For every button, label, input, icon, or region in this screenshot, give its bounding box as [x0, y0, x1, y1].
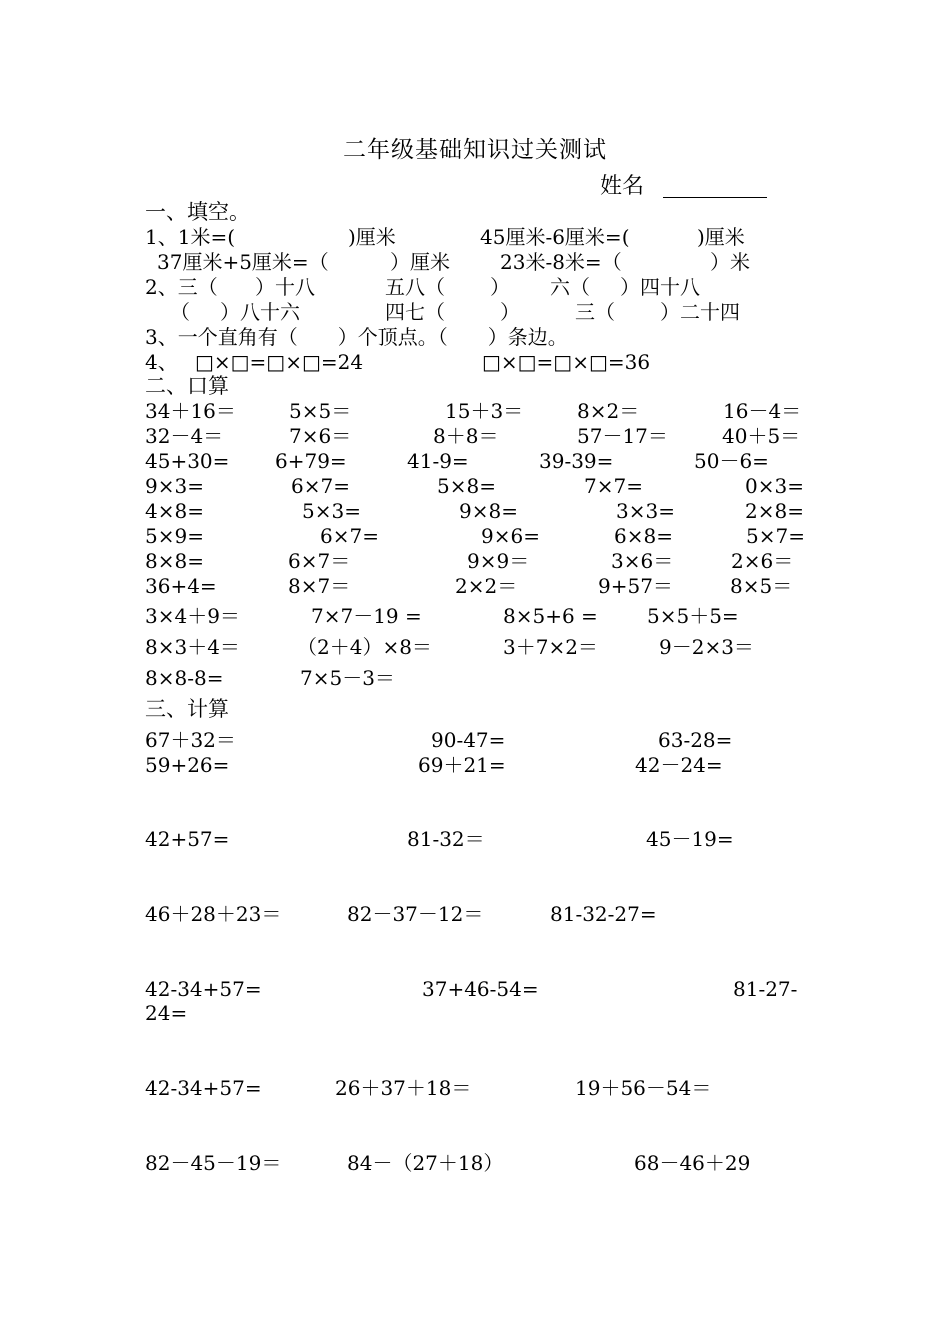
- problem: 9－2×3＝: [659, 635, 754, 659]
- oral-row: [145, 573, 815, 599]
- oral-row: [145, 548, 815, 574]
- fill-text: )厘米: [697, 225, 745, 249]
- section2-heading-text: 二、口算: [145, 374, 229, 398]
- fill-text: 45厘米-6厘米=(: [480, 225, 630, 249]
- fill-q4: [145, 349, 815, 375]
- problem: 8×7＝: [288, 574, 351, 598]
- problem: （2＋4）×8＝: [297, 635, 432, 659]
- problem: 3×3=: [616, 499, 675, 523]
- problem: 59+26=: [145, 753, 230, 777]
- problem: 63-28=: [658, 728, 733, 752]
- problem: 68－46＋29: [634, 1151, 751, 1175]
- problem: 84－（27＋18）: [347, 1151, 504, 1175]
- fill-text: □×□=□×□=24: [195, 350, 364, 374]
- problem: 42+57=: [145, 827, 230, 851]
- problem: 3×6＝: [611, 549, 674, 573]
- problem: 7×5－3＝: [300, 666, 395, 690]
- problem: 7×6＝: [289, 424, 352, 448]
- problem: 8＋8＝: [433, 424, 499, 448]
- fill-text: ）: [500, 300, 520, 324]
- fill-text: 五八（: [385, 275, 445, 299]
- calc-row: [145, 1075, 815, 1101]
- calc-row: [145, 1000, 815, 1026]
- fill-text: ）厘米: [390, 250, 450, 274]
- problem: 5×5＋5=: [647, 604, 739, 628]
- fill-text: ）四十八: [620, 275, 700, 299]
- problem: 67＋32＝: [145, 728, 236, 752]
- fill-text: 4、: [145, 350, 178, 374]
- problem: 37+46-54=: [422, 977, 539, 1001]
- problem: 5×8=: [437, 474, 496, 498]
- problem: 81-32-27=: [550, 902, 657, 926]
- problem: 2×6＝: [731, 549, 794, 573]
- calc-row: [145, 752, 815, 778]
- name-label: 姓名: [600, 174, 645, 199]
- section3-heading: [145, 696, 815, 722]
- problem: 40＋5＝: [722, 424, 801, 448]
- fill-text: □×□=□×□=36: [482, 350, 651, 374]
- problem: 46＋28＋23＝: [145, 902, 282, 926]
- problem: 82－37－12＝: [347, 902, 484, 926]
- problem: 6×7=: [320, 524, 379, 548]
- calc-row: [145, 826, 815, 852]
- fill-text: 六（: [550, 275, 590, 299]
- problem: 81-27-: [733, 977, 798, 1001]
- problem: 9×8=: [459, 499, 518, 523]
- problem: 15＋3＝: [445, 399, 524, 423]
- problem: 5×3=: [302, 499, 361, 523]
- problem: 6×8=: [614, 524, 673, 548]
- problem: 90-47=: [431, 728, 506, 752]
- problem: 41-9=: [407, 449, 469, 473]
- problem: 5×7=: [746, 524, 805, 548]
- problem: 6×7=: [291, 474, 350, 498]
- problem: 6+79=: [275, 449, 347, 473]
- problem: 34＋16＝: [145, 399, 236, 423]
- section2-heading: [145, 373, 815, 399]
- problem: 0×3=: [745, 474, 804, 498]
- problem: 4×8=: [145, 499, 204, 523]
- oral-row: [145, 498, 815, 524]
- problem: 42-34+57=: [145, 977, 262, 1001]
- section1-heading: [145, 199, 815, 225]
- fill-text: 23米-8米=（: [500, 250, 622, 274]
- fill-text: ）八十六: [220, 300, 300, 324]
- oral-row: [145, 448, 815, 474]
- problem: 3＋7×2＝: [503, 635, 598, 659]
- problem: 57－17＝: [577, 424, 668, 448]
- calc-row: [145, 976, 815, 1002]
- worksheet-title: 二年级基础知识过关测试: [343, 137, 607, 163]
- problem: 2×8=: [745, 499, 804, 523]
- fill-text: 1、1米=(: [145, 225, 236, 249]
- problem: 42-34+57=: [145, 1076, 262, 1100]
- name-blank-line: [663, 197, 767, 198]
- problem: 8×5+6 =: [503, 604, 598, 628]
- mixed-row: [145, 603, 815, 629]
- fill-q2b: [145, 299, 815, 325]
- fill-text: ）米: [710, 250, 750, 274]
- problem: 9+57＝: [598, 574, 673, 598]
- fill-text: 2、三（: [145, 275, 218, 299]
- fill-q1b: [145, 249, 815, 275]
- fill-text: ）二十四: [660, 300, 740, 324]
- oral-row: [145, 473, 815, 499]
- problem: 9×6=: [481, 524, 540, 548]
- oral-row: [145, 423, 815, 449]
- problem: 8×2＝: [577, 399, 640, 423]
- problem: 5×5＝: [289, 399, 352, 423]
- fill-text: 37厘米+5厘米=（: [157, 250, 329, 274]
- mixed-row: [145, 634, 815, 660]
- oral-row: [145, 398, 815, 424]
- problem: 8×5＝: [730, 574, 793, 598]
- problem: 8×8=: [145, 549, 204, 573]
- problem: 7×7=: [584, 474, 643, 498]
- problem: 8×3＋4＝: [145, 635, 240, 659]
- problem: 5×9=: [145, 524, 204, 548]
- fill-text: ）十八: [255, 275, 315, 299]
- problem: 39-39=: [539, 449, 614, 473]
- problem: 9×3=: [145, 474, 204, 498]
- fill-text: 3、一个直角有（ ）个顶点。（ ）条边。: [145, 325, 568, 349]
- section3-heading-text: 三、计算: [145, 697, 229, 721]
- problem: 69＋21=: [418, 753, 506, 777]
- fill-text: )厘米: [348, 225, 396, 249]
- problem: 50－6=: [694, 449, 769, 473]
- problem: 45－19=: [646, 827, 734, 851]
- problem: 36+4=: [145, 574, 217, 598]
- problem: 24=: [145, 1001, 188, 1025]
- problem: 42－24=: [635, 753, 723, 777]
- problem: 19＋56－54＝: [575, 1076, 712, 1100]
- problem: 6×7＝: [288, 549, 351, 573]
- fill-text: （: [170, 300, 190, 324]
- problem: 7×7－19 =: [311, 604, 422, 628]
- fill-text: 三（: [575, 300, 615, 324]
- problem: 32－4＝: [145, 424, 224, 448]
- problem: 26＋37＋18＝: [335, 1076, 472, 1100]
- problem: 81-32＝: [407, 827, 485, 851]
- problem: 9×9＝: [467, 549, 530, 573]
- mixed-row: [145, 665, 815, 691]
- fill-q1: [145, 224, 815, 250]
- problem: 82－45－19＝: [145, 1151, 282, 1175]
- calc-row: [145, 727, 815, 753]
- problem: 3×4＋9＝: [145, 604, 240, 628]
- fill-q2: [145, 274, 815, 300]
- calc-row: [145, 1150, 815, 1176]
- section1-heading-text: 一、填空。: [145, 200, 250, 224]
- calc-row: [145, 901, 815, 927]
- problem: 16－4＝: [723, 399, 802, 423]
- fill-q3: [145, 324, 815, 350]
- fill-text: ）: [490, 275, 510, 299]
- oral-row: [145, 523, 815, 549]
- fill-text: 四七（: [385, 300, 445, 324]
- problem: 2×2＝: [455, 574, 518, 598]
- problem: 8×8-8=: [145, 666, 224, 690]
- problem: 45+30=: [145, 449, 230, 473]
